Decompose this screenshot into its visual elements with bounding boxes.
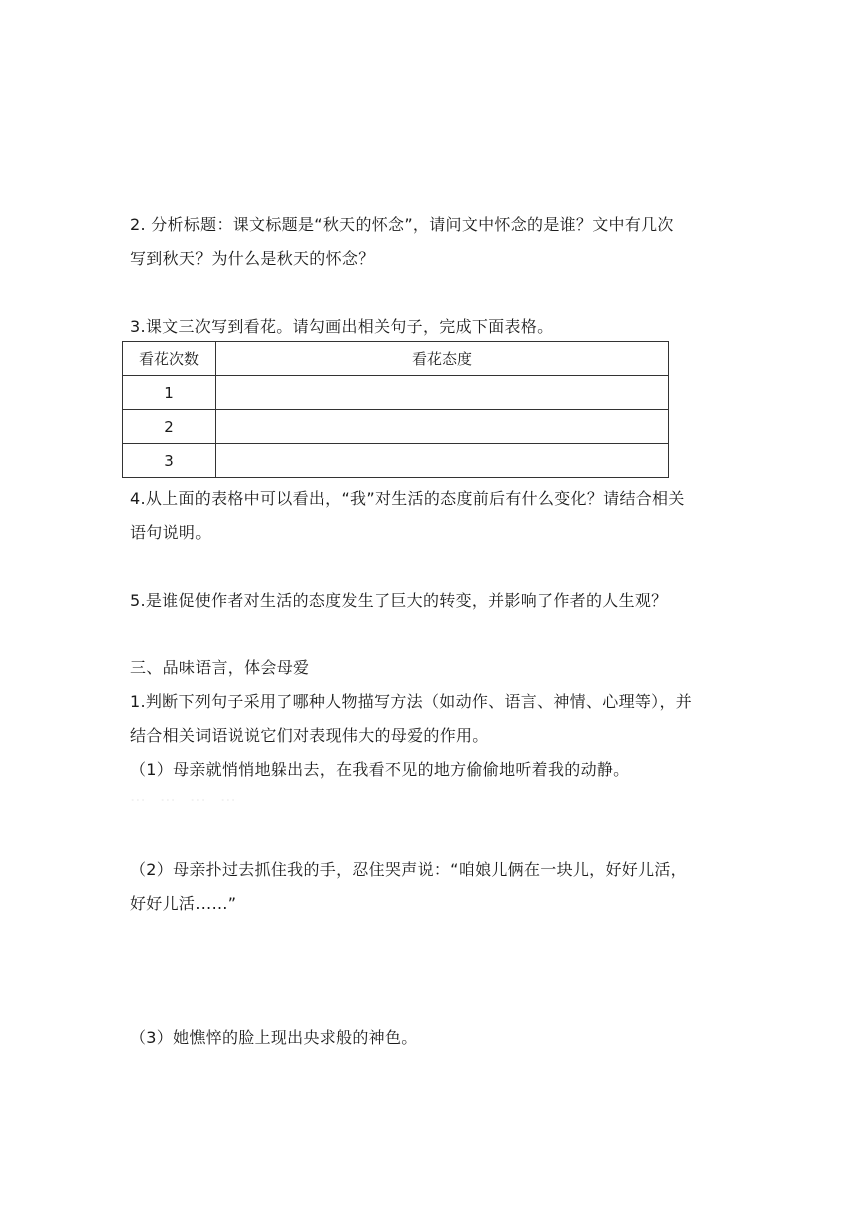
row-number: 1: [123, 376, 216, 410]
row-attitude-cell: [216, 444, 669, 478]
question-3: 3.课文三次写到看花。请勾画出相关句子，完成下面表格。: [130, 317, 554, 336]
row-number: 3: [123, 444, 216, 478]
question-5: 5.是谁促使作者对生活的态度发生了巨大的转变，并影响了作者的人生观？: [130, 591, 668, 610]
table-row: [123, 410, 669, 444]
table-row: [123, 444, 669, 478]
row-number: 2: [123, 410, 216, 444]
faint-watermark: ⋯⋯⋯⋯: [130, 790, 250, 809]
row-attitude-cell: [216, 410, 669, 444]
table-row: [123, 376, 669, 410]
item-1-sentence: （1）母亲就悄悄地躲出去，在我看不见的地方偷偷地听着我的动静。: [130, 760, 630, 779]
header-attitude: 看花态度: [216, 342, 669, 376]
question-2-line-2: 写到秋天？为什么是秋天的怀念？: [130, 249, 375, 268]
header-count: 看花次数: [123, 342, 216, 376]
section-3-intro-line-2: 结合相关词语说说它们对表现伟大的母爱的作用。: [130, 726, 489, 745]
question-4-line-2: 语句说明。: [130, 523, 212, 542]
flower-viewing-table: [122, 341, 669, 478]
section-3-heading: 三、品味语言，体会母爱: [130, 658, 310, 677]
item-2-line-2: 好好儿活……”: [130, 894, 237, 913]
table-header-row: [123, 342, 669, 376]
row-attitude-cell: [216, 376, 669, 410]
item-2-line-1: （2）母亲扑过去抓住我的手，忍住哭声说：“咱娘儿俩在一块儿，好好儿活，: [130, 860, 687, 879]
question-4-line-1: 4.从上面的表格中可以看出，“我”对生活的态度前后有什么变化？请结合相关: [130, 489, 685, 508]
question-2-line-1: 2. 分析标题：课文标题是“秋天的怀念”，请问文中怀念的是谁？文中有几次: [130, 215, 674, 234]
item-3-sentence: （3）她憔悴的脸上现出央求般的神色。: [130, 1028, 418, 1047]
section-3-intro-line-1: 1.判断下列句子采用了哪种人物描写方法（如动作、语言、神情、心理等），并: [130, 692, 693, 711]
